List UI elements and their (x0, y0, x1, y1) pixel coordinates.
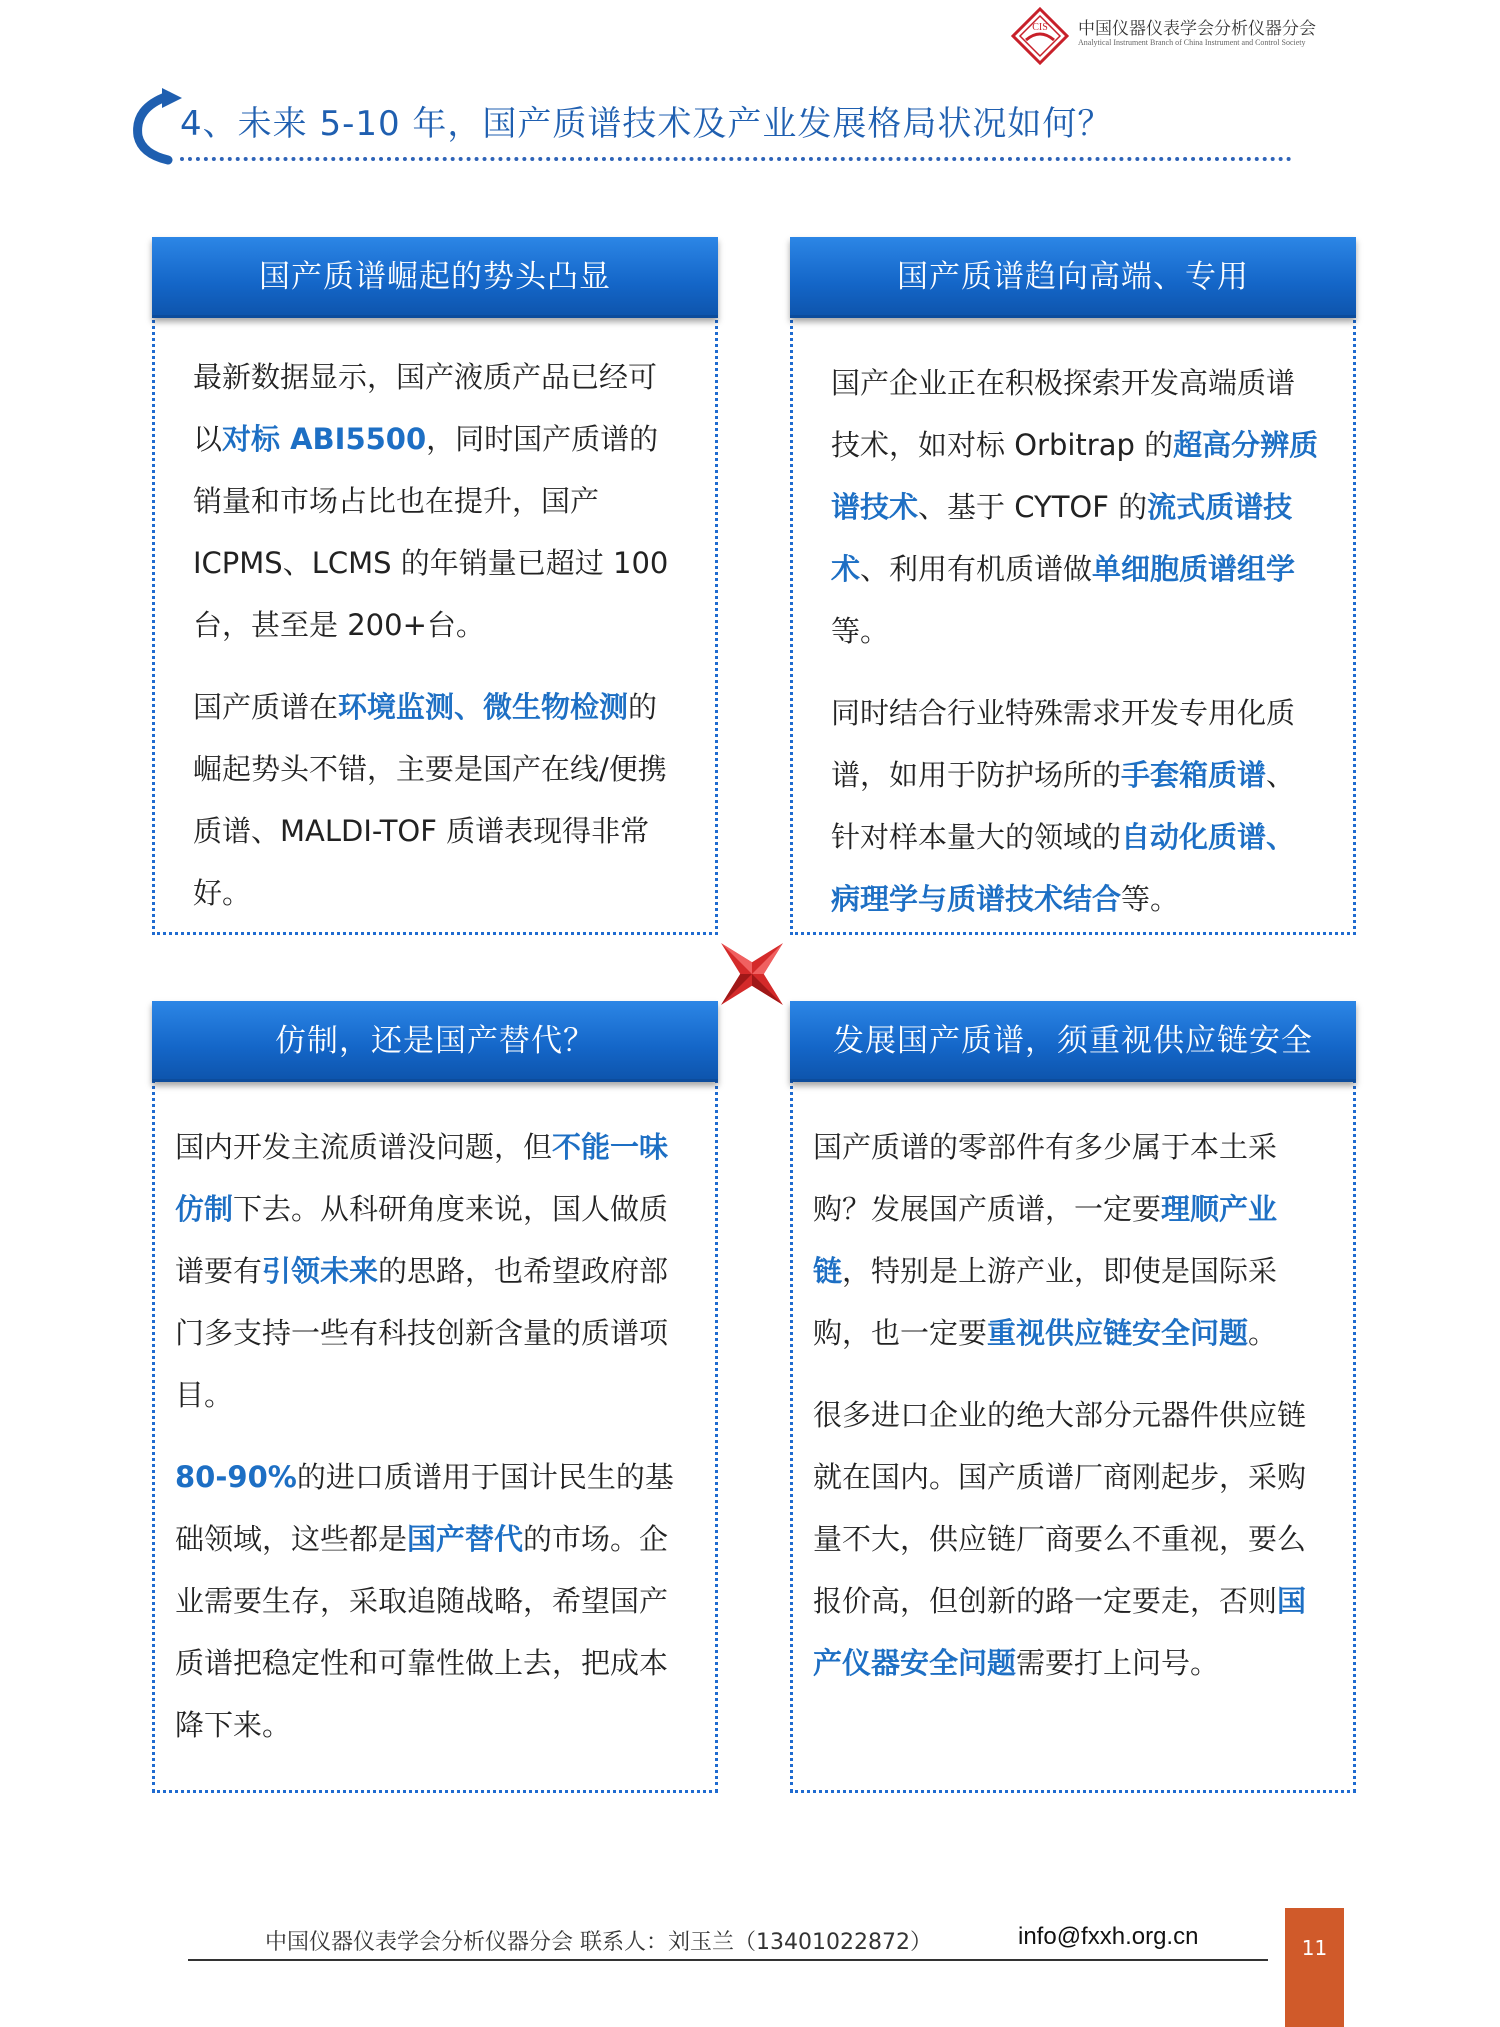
card-paragraph (813, 1116, 1333, 1364)
org-name-en: Analytical Instrument Branch of China Instrument and Control Society (1078, 38, 1306, 47)
text: 、利用有机质谱做 (860, 552, 1093, 586)
highlight: 超高分辨质谱技术 (831, 428, 1319, 524)
logo-text: CIS (1032, 22, 1048, 33)
card-supply-chain (790, 1001, 1356, 1793)
card-paragraph (193, 676, 683, 924)
card-title: 仿制，还是国产替代？ (152, 1001, 718, 1082)
card-body (813, 1116, 1333, 1714)
text: ，特别是上游产业，即使是国际采购，也一定要 (813, 1254, 1278, 1350)
highlight: 流式质谱技术 (831, 490, 1293, 586)
text: 国产质谱在 (193, 690, 339, 724)
card-title: 发展国产质谱，须重视供应链安全 (790, 1001, 1356, 1082)
card-paragraph (813, 1384, 1333, 1694)
highlight: 手套箱质谱 (1121, 758, 1267, 792)
page-number: 11 (1285, 1908, 1344, 2027)
highlight: 自动化质谱、病理学与质谱技术结合 (831, 820, 1296, 916)
text: ，同时国产质谱的销量和市场占比也在提升，国产 ICPMS、LCMS 的年销量已超过 100 台，甚至是 200+台。 (193, 422, 669, 642)
text: 国产质谱的零部件有多少属于本土采购？发展国产质谱，一定要 (813, 1130, 1278, 1226)
highlight: 对标 ABI5500 (222, 422, 427, 456)
text: 下去。从科研角度来说，国人做质谱要有 (175, 1192, 669, 1288)
highlight: 不能一味仿制 (175, 1130, 669, 1226)
footer-email[interactable]: info@fxxh.org.cn (1018, 1923, 1199, 1950)
card-paragraph (193, 346, 683, 656)
title-divider (180, 157, 1292, 161)
highlight: 80-90% (175, 1460, 297, 1494)
text: 等。 (831, 614, 890, 648)
text: 国产企业正在积极探索开发高端质谱技术，如对标 Orbitrap 的 (831, 366, 1296, 462)
text: 的进口质谱用于国计民生的基础领域，这些都是 (175, 1460, 674, 1556)
card-body (175, 1116, 695, 1776)
text: 最新数据显示，国产液质产品已经可以 (193, 360, 658, 456)
text: 同时结合行业特殊需求开发专用化质谱，如用于防护场所的 (831, 696, 1296, 792)
highlight: 引领未来 (262, 1254, 379, 1288)
card-domestic-rise (152, 237, 718, 935)
card-paragraph (175, 1446, 695, 1756)
card-paragraph (831, 682, 1321, 930)
text: 很多进口企业的绝大部分元器件供应链就在国内。国产质谱厂商刚起步，采购量不大，供应链厂商要么不重视，要么报价高，但创新的路一定要走，否则 (813, 1398, 1307, 1618)
text: 、基于 CYTOF 的 (918, 490, 1148, 524)
footer-contact: 中国仪器仪表学会分析仪器分会 联系人：刘玉兰（13401022872） (265, 1930, 932, 1955)
card-imitation-vs-substitution (152, 1001, 718, 1793)
text: 的思路，也希望政府部门多支持一些有科技创新含量的质谱项目。 (175, 1254, 669, 1412)
card-paragraph (831, 352, 1321, 662)
highlight: 重视供应链安全问题 (987, 1316, 1249, 1350)
highlight: 国产仪器安全问题 (813, 1584, 1307, 1680)
footer-divider (188, 1959, 1268, 1961)
cis-logo-icon (1010, 6, 1070, 66)
section-title: 4、未来 5-10 年，国产质谱技术及产业发展格局状况如何？ (180, 104, 1113, 144)
card-title: 国产质谱趋向高端、专用 (790, 237, 1356, 318)
text: 。 (1248, 1316, 1278, 1350)
highlight: 理顺产业链 (813, 1192, 1278, 1288)
card-body (193, 346, 683, 944)
text: 的市场。企业需要生存，采取追随战略，希望国产质谱把稳定性和可靠性做上去，把成本降下来。 (175, 1522, 669, 1742)
highlight: 环境监测、微生物检测 (338, 690, 629, 724)
card-paragraph (175, 1116, 695, 1426)
text: 的崛起势头不错，主要是国产在线/便携质谱、MALDI-TOF 质谱表现得非常好。 (193, 690, 667, 910)
text: 、针对样本量大的领域的 (831, 758, 1296, 854)
text: 等。 (1121, 882, 1180, 916)
card-body (831, 352, 1321, 950)
card-title: 国产质谱崛起的势头凸显 (152, 237, 718, 318)
highlight: 单细胞质谱组学 (1092, 552, 1296, 586)
curved-arrow-icon (128, 88, 188, 168)
highlight: 国产替代 (407, 1522, 524, 1556)
card-high-end (790, 237, 1356, 935)
org-name-cn: 中国仪器仪表学会分析仪器分会 (1078, 19, 1316, 39)
text: 需要打上问号。 (1016, 1646, 1220, 1680)
text: 国内开发主流质谱没问题，但 (175, 1130, 553, 1164)
